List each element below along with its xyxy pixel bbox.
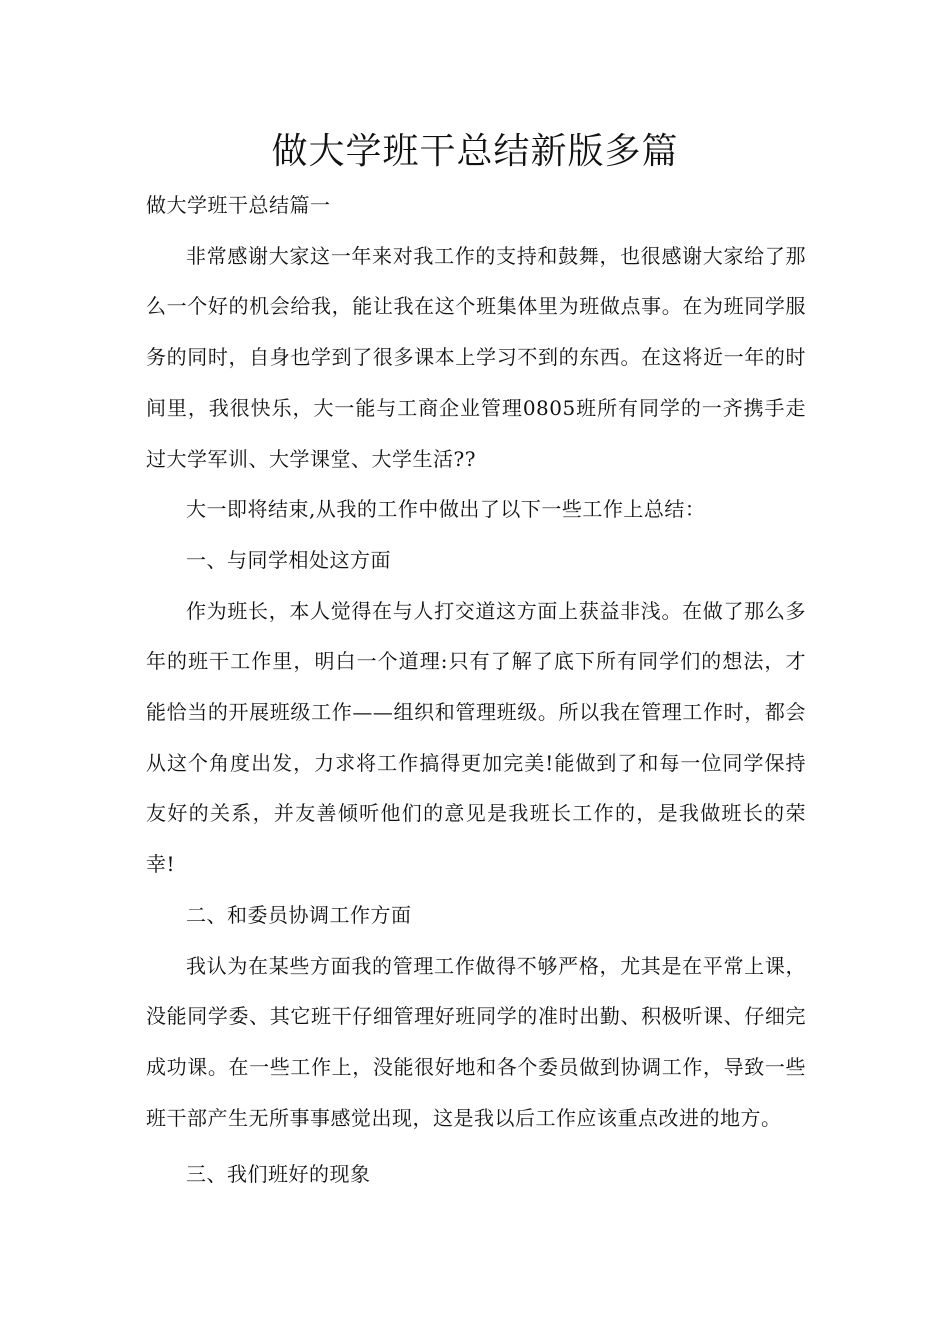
paragraph-summary-intro: 大一即将结束,从我的工作中做出了以下一些工作上总结：: [186, 497, 706, 522]
paragraph-classmates: 作为班长，本人觉得在与人打交道这方面上获益非浅。在做了那么多年的班干工作里，明白一个道理:只有了解了底下所有同学们的想法，才能恰当的开展班级工作——组织和管理班级。所以我在管理工作时，都会从这个角度出发，力求将工作搞得更加完美!能做到了和每一位同学保持友好的关系，并友善倾听他们的意见是我班长工作的，是我做班长的荣幸!: [146, 598, 806, 877]
subheading-good-phenomena: 三、我们班好的现象: [186, 1162, 371, 1187]
subheading-classmates: 一、与同学相处这方面: [186, 547, 391, 572]
section-heading: 做大学班干总结篇一: [146, 193, 331, 217]
subheading-committee: 二、和委员协调工作方面: [186, 902, 412, 927]
paragraph-committee: 我认为在某些方面我的管理工作做得不够严格，尤其是在平常上课，没能同学委、其它班干仔细管理好班同学的准时出勤、积极听课、仔细完成功课。在一些工作上，没能很好地和各个委员做到协调工作，导致一些班干部产生无所事事感觉出现，这是我以后工作应该重点改进的地方。: [146, 953, 806, 1130]
document-body: [146, 180, 806, 1200]
paragraph-thanks: 非常感谢大家这一年来对我工作的支持和鼓舞，也很感谢大家给了那么一个好的机会给我，能让我在这个班集体里为班做点事。在为班同学服务的同时，自身也学到了很多课本上学习不到的东西。在这将近一年的时间里，我很快乐，大一能与工商企业管理0805班所有同学的一齐携手走过大学军训、大学课堂、大学生活??: [146, 243, 806, 471]
document-title: 做大学班干总结新版多篇: [271, 131, 679, 172]
